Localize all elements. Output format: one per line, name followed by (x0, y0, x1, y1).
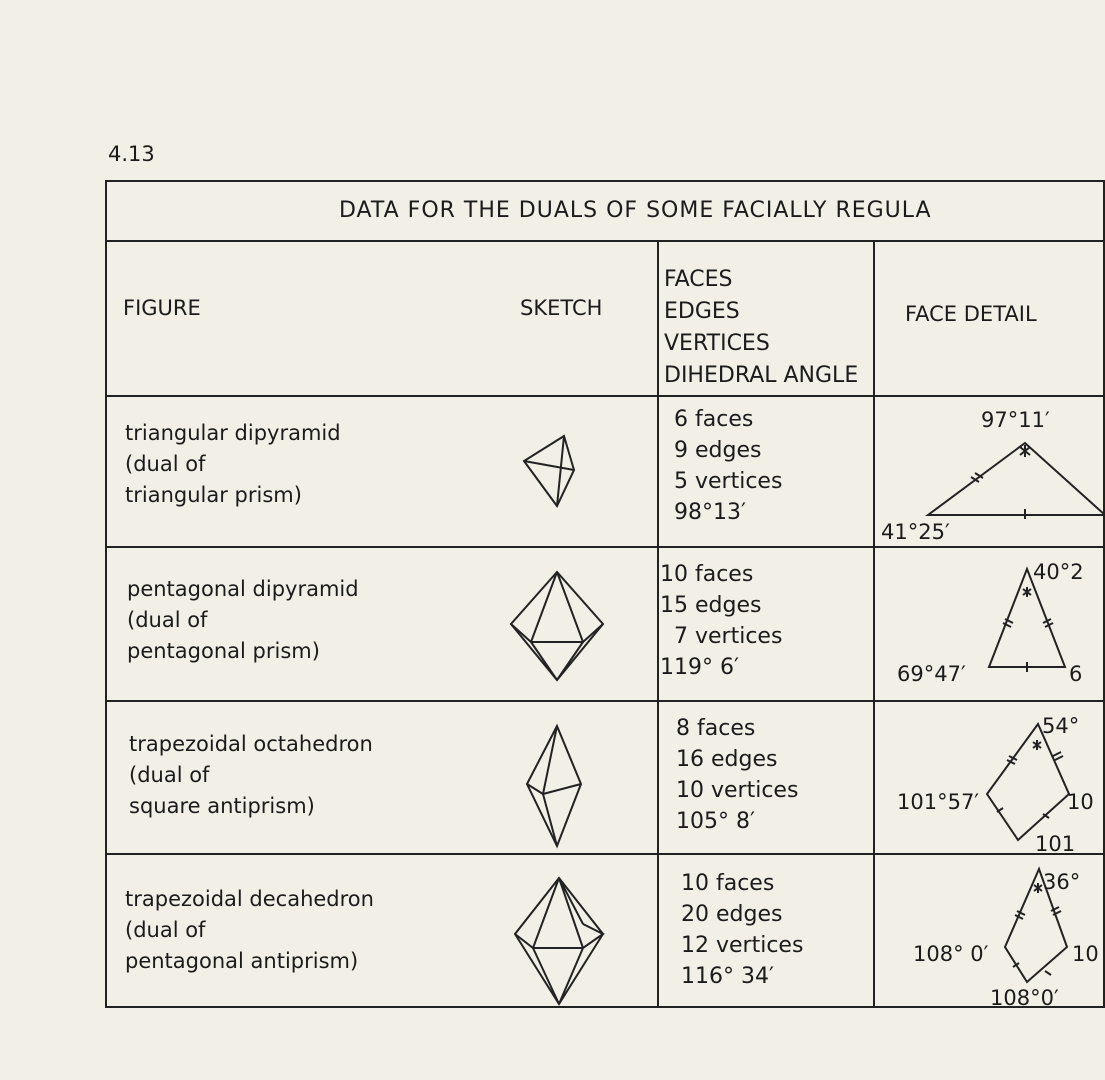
table-row-3-data (676, 713, 798, 837)
face-angle: 97°11′ (981, 408, 1050, 432)
trapezoidal-octahedron-sketch (525, 724, 585, 848)
edges-count: 16 edges (676, 747, 778, 772)
header-faces: FACES (664, 267, 733, 292)
row-divider (107, 853, 1103, 855)
table-title-row (107, 182, 1103, 242)
figure-name: trapezoidal octahedron (129, 732, 373, 756)
page-number: 4.13 (108, 142, 155, 166)
vertices-count: 12 vertices (681, 933, 804, 958)
trapezoidal-decahedron-sketch (511, 876, 605, 1006)
figure-dual-label: (dual of (127, 608, 208, 632)
faces-count: 10 faces (681, 871, 775, 896)
header-data (664, 264, 858, 392)
table-title: DATA FOR THE DUALS OF SOME FACIALLY REGULA (339, 198, 932, 223)
triangle-face-detail (925, 437, 1105, 522)
edges-count: 9 edges (674, 438, 762, 463)
table-row-4-data (681, 868, 803, 992)
vertices-count: 10 vertices (676, 778, 799, 803)
figure-name: trapezoidal decahedron (125, 887, 374, 911)
vertices-count: 7 vertices (674, 624, 783, 649)
dihedral-angle: 116° 34′ (681, 964, 774, 989)
faces-count: 10 faces (660, 562, 754, 587)
vertices-count: 5 vertices (674, 469, 783, 494)
table-row-1-data (674, 404, 782, 528)
header-face-detail: FACE DETAIL (905, 302, 1037, 326)
table-row-1-figure (125, 418, 341, 511)
face-angle: 69°47′ (897, 662, 966, 686)
figure-name: triangular dipyramid (125, 421, 341, 445)
dihedral-angle: 119° 6′ (660, 655, 739, 680)
figure-dual-label: (dual of (129, 763, 210, 787)
header-edges: EDGES (664, 299, 740, 324)
figure-dual-name: triangular prism) (125, 483, 302, 507)
table-row-2-figure (127, 574, 359, 667)
face-angle: 40°2 (1033, 560, 1084, 584)
faces-count: 8 faces (676, 716, 756, 741)
header-figure: FIGURE (123, 296, 201, 320)
face-angle: 10 (1072, 942, 1099, 966)
figure-dual-name: square antiprism) (129, 794, 315, 818)
figure-dual-name: pentagonal antiprism) (125, 949, 359, 973)
row-divider (107, 395, 1103, 397)
kite-face-detail (983, 722, 1073, 842)
row-divider (107, 700, 1103, 702)
edges-count: 20 edges (681, 902, 783, 927)
face-angle: 101 (1035, 832, 1076, 856)
dihedral-angle: 98°13′ (674, 500, 746, 525)
figure-name: pentagonal dipyramid (127, 577, 359, 601)
triangular-dipyramid-sketch (519, 434, 589, 510)
face-angle: 6 (1069, 662, 1083, 686)
dihedral-angle: 105° 8′ (676, 809, 755, 834)
header-vertices: VERTICES (664, 331, 770, 356)
face-angle: 108° 0′ (913, 942, 989, 966)
figure-dual-label: (dual of (125, 918, 206, 942)
face-angle: 54° (1042, 714, 1080, 738)
table-row-2-data (660, 559, 782, 683)
face-angle: 36° (1043, 870, 1081, 894)
row-divider (107, 546, 1103, 548)
table-row-3-figure (129, 729, 373, 822)
header-dihedral-angle: DIHEDRAL ANGLE (664, 363, 859, 388)
column-divider (657, 242, 659, 1008)
column-divider (873, 242, 875, 1008)
pentagonal-dipyramid-sketch (509, 570, 605, 682)
figure-dual-name: pentagonal prism) (127, 639, 320, 663)
edges-count: 15 edges (660, 593, 762, 618)
face-angle: 101°57′ (897, 790, 980, 814)
faces-count: 6 faces (674, 407, 754, 432)
table-row-4-figure (125, 884, 374, 977)
header-sketch: SKETCH (520, 296, 603, 320)
face-angle: 10 (1067, 790, 1094, 814)
figure-dual-label: (dual of (125, 452, 206, 476)
face-angle: 41°25′ (881, 520, 950, 544)
data-table (105, 180, 1105, 1008)
face-angle: 108°0′ (990, 986, 1059, 1010)
